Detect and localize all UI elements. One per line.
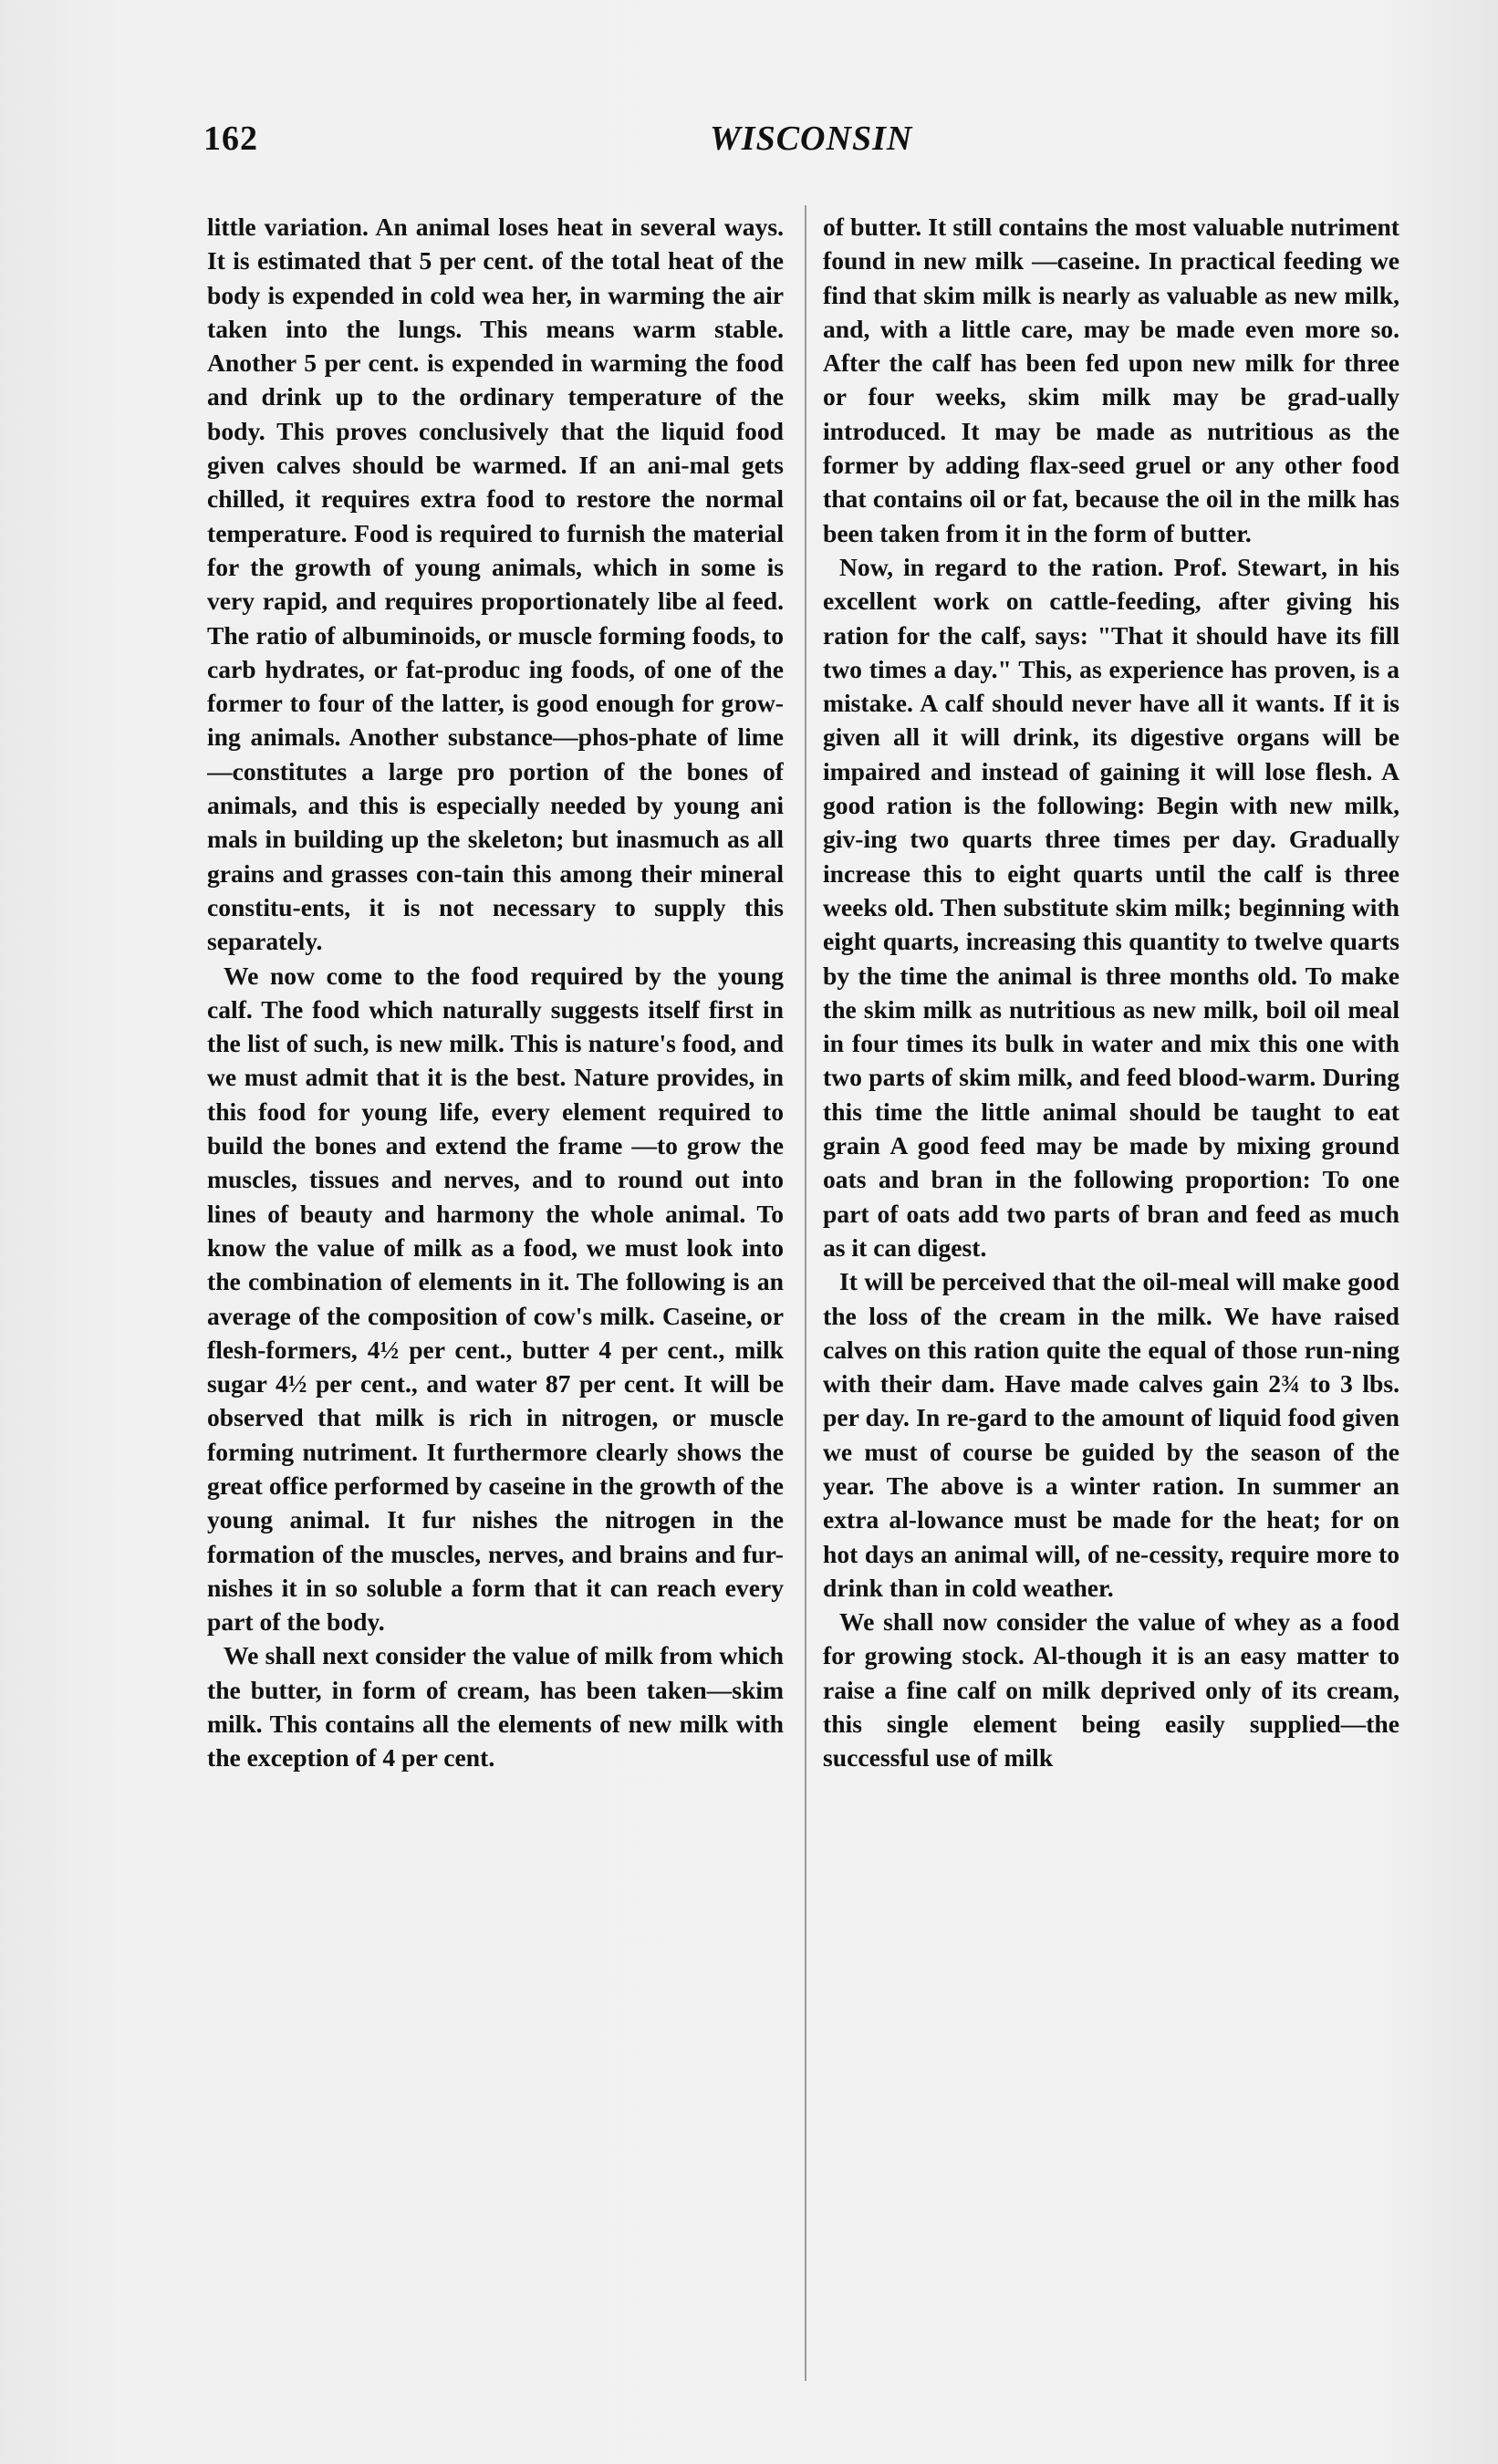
left-paragraph-1: little variation. An animal loses heat in several ways. It is estimated that 5 per cent. of the total heat of the body is expended in cold wea her, in warming the air taken into the lungs. This means warm stable. Another 5 per cent. is expended in warming the food and drink up to the ordinary temperature of the body. This proves conclusively that the liquid food given calves should be warmed. If an ani-mal gets chilled, it requires extra food to restore the normal temperature. Food is required to furnish the material for the growth of young animals, which in some is very rapid, and requires proportionately libe al feed. The ratio of albuminoids, or muscle forming foods, to carb hydrates, or fat-produc ing foods, of one of the former to four of the latter, is good enough for grow-ing animals. Another substance—phos-phate of lime—constitutes a large pro portion of the bones of animals, and this is especially needed by young ani mals in building up the skeleton; but inasmuch as all grains and grasses con-tain this among their mineral constitu-ents, it is not necessary to supply this separately. xyxy=(207,213,784,956)
left-column xyxy=(207,210,784,2399)
left-paragraph-3: We shall next consider the value of milk from which the butter, in form of cream, has been taken—skim milk. This contains all the elements of new milk with the exception of 4 per cent. xyxy=(207,1641,784,1773)
running-head: WISCONSIN xyxy=(710,120,913,158)
left-paragraph-2: We now come to the food required by the young calf. The food which naturally suggests itself first in the list of such, is new milk. This is nature's food, and we must admit that it is the best. Nature provides, in this food for young life, every element required to build the bones and extend the frame —to grow the muscles, tissues and nerves, and to round out into lines of beauty and harmony the whole animal. To know the value of milk as a food, we must look into the combination of elements in it. The following is an average of the composition of cow's milk. Caseine, or flesh-formers, 4½ per cent., butter 4 per cent., milk sugar 4½ per cent., and water 87 per cent. It will be observed that milk is rich in nitrogen, or muscle forming nutriment. It furthermore clearly shows the great office performed by caseine in the growth of the young animal. It fur nishes the nitrogen in the formation of the muscles, nerves, and brains and fur-nishes it in so soluble a form that it can reach every part of the body. xyxy=(207,961,784,1637)
right-paragraph-2: Now, in regard to the ration. Prof. Stewart, in his excellent work on cattle-feeding, after giving his ration for the calf, says: "That it should have its fill two times a day." This, as experience has proven, is a mistake. A calf should never have all it wants. If it is given all it will drink, its digestive organs will be impaired and instead of gaining it will lose flesh. A good ration is the following: Begin with new milk, giv-ing two quarts three times per day. Gradually increase this to eight quarts until the calf is three weeks old. Then substitute skim milk; beginning with eight quarts, increasing this quantity to twelve quarts by the time the animal is three months old. To make the skim milk as nutritious as new milk, boil oil meal in four times its bulk in water and mix this one with two parts of skim milk, and feed blood-warm. During this time the little animal should be taught to eat grain A good feed may be made by mixing ground oats and bran in the following proportion: To one part of oats add two parts of bran and feed as much as it can digest. xyxy=(823,552,1399,1262)
page-number: 162 xyxy=(203,120,258,158)
right-paragraph-3: It will be perceived that the oil-meal will make good the loss of the cream in the milk. We have raised calves on this ration quite the equal of those run-ning with their dam. Have made calves gain 2¾ to 3 lbs. per day. In re-gard to the amount of liquid food given we must of course be guided by the season of the year. The above is a winter ration. In summer an extra al-lowance must be made for the heat; for on hot days an animal will, of ne-cessity, require more to drink than in cold weather. xyxy=(823,1267,1399,1602)
page-header xyxy=(203,119,1389,164)
right-paragraph-1: of butter. It still contains the most valuable nutriment found in new milk —caseine. In practical feeding we find that skim milk is nearly as valuable as new milk, and, with a little care, may be made even more so. After the calf has been fed upon new milk for three or four weeks, skim milk may be grad-ually introduced. It may be made as nutritious as the former by adding flax-seed gruel or any other food that contains oil or fat, because the oil in the milk has been taken from it in the form of butter. xyxy=(823,213,1399,547)
column-divider xyxy=(805,205,806,2381)
right-column xyxy=(823,210,1399,2399)
right-paragraph-4: We shall now consider the value of whey as a food for growing stock. Al-though it is an easy matter to raise a fine calf on milk deprived only of its cream, this single element being easily supplied—the successful use of milk xyxy=(823,1607,1399,1773)
